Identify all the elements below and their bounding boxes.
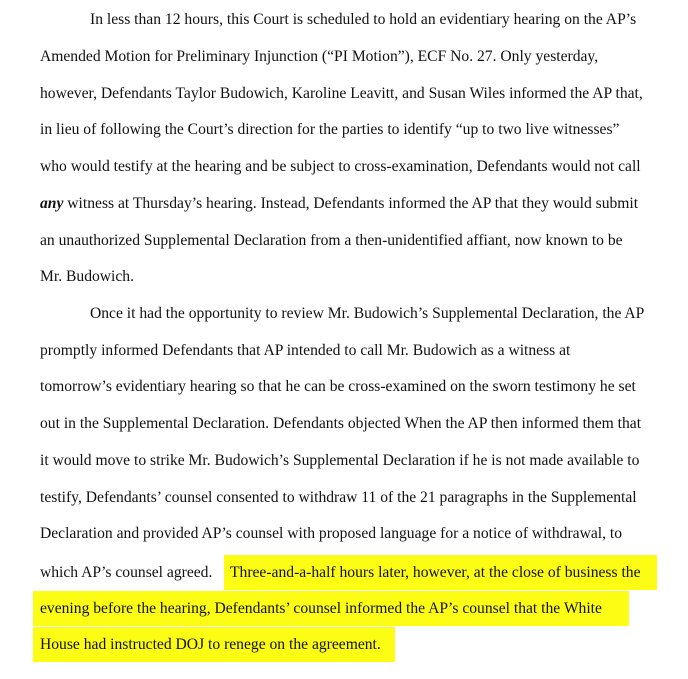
p2-line-8 [40, 562, 641, 584]
p1-line-3: however, Defendants Taylor Budowich, Karoline Leavitt, and Susan Wiles informed the AP that, [40, 85, 643, 102]
p2-line-7: Declaration and provided AP’s counsel with proposed language for a notice of withdrawal, to [40, 525, 623, 542]
p2-line-6: testify, Defendants’ counsel consented to withdraw 11 of the 21 paragraphs in the Supplemental [40, 489, 637, 506]
p1-line-4: in lieu of following the Court’s direction for the parties to identify “up to two live witnesses” [40, 121, 620, 138]
highlighted-text-2: evening before the hearing, Defendants’ counsel informed the AP’s counsel that the White [40, 600, 602, 617]
highlighted-text-1: Three-and-a-half hours later, however, at the close of business the [230, 564, 641, 581]
p2-line-5: it would move to strike Mr. Budowich’s Supplemental Declaration if he is not made available to [40, 452, 640, 469]
p1-line-6 [40, 193, 638, 215]
p2-line-3: tomorrow’s evidentiary hearing so that he can be cross-examined on the sworn testimony he set [40, 378, 636, 395]
p2-line-1: Once it had the opportunity to review Mr. Budowich’s Supplemental Declaration, the AP [90, 305, 645, 322]
emphasis-any: any [40, 195, 64, 212]
p1-line-7: an unauthorized Supplemental Declaration from a then-unidentified affiant, now known to be [40, 232, 623, 249]
p2-line-2: promptly informed Defendants that AP intended to call Mr. Budowich as a witness at [40, 342, 571, 359]
p1-line-8: Mr. Budowich. [40, 268, 134, 285]
p2-line-4: out in the Supplemental Declaration. Defendants objected When the AP then informed them that [40, 415, 642, 432]
p1-line-1: In less than 12 hours, this Court is scheduled to hold an evidentiary hearing on the AP’s [90, 11, 637, 28]
p2-line-8-plain: which AP’s counsel agreed. [40, 564, 213, 581]
highlighted-text-3: House had instructed DOJ to renege on the agreement. [40, 636, 381, 653]
p1-line-2: Amended Motion for Preliminary Injunction (“PI Motion”), ECF No. 27. Only yesterday, [40, 48, 599, 65]
p1-line-5: who would testify at the hearing and be subject to cross-examination, Defendants would not call [40, 158, 641, 175]
p1-line-6-text: witness at Thursday’s hearing. Instead, Defendants informed the AP that they would submit [67, 195, 639, 212]
